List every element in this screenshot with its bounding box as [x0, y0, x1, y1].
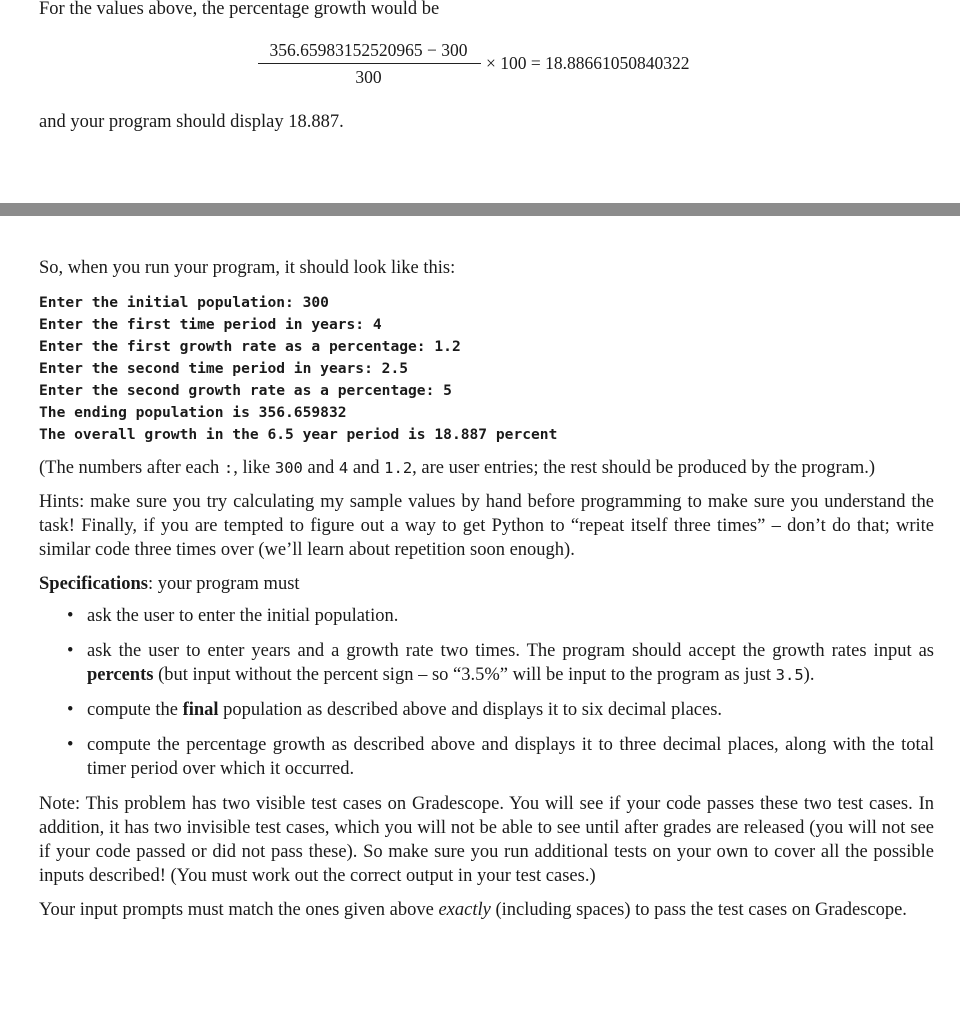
- sample-run-line: The ending population is 356.659832: [39, 404, 347, 421]
- sample-run-line: Enter the initial population: 300: [39, 294, 329, 311]
- prompts-paragraph: Your input prompts must match the ones given above exactly (including spaces) to pass the test cases on Gradescope.: [39, 900, 907, 920]
- sample-run-block: [39, 292, 934, 446]
- sample-run-line: Enter the first growth rate as a percentage: 1.2: [39, 338, 461, 355]
- section-divider: [0, 203, 960, 216]
- fraction-result: × 100 = 18.88661050840322: [486, 53, 690, 73]
- sample-run-line: Enter the second growth rate as a percentage: 5: [39, 382, 452, 399]
- fraction-bar: [258, 63, 481, 64]
- sample-run-line: Enter the first time period in years: 4: [39, 316, 382, 333]
- display-sentence: and your program should display 18.887.: [39, 112, 344, 132]
- inline-code: 4: [338, 459, 349, 477]
- bullet-icon: •: [67, 606, 74, 626]
- inline-code: 1.2: [384, 459, 413, 477]
- user-entries-note: (The numbers after each :, like 300 and 4 and 1.2, are user entries; the rest should be produced by the program.): [39, 458, 876, 478]
- spec-item: • ask the user to enter the initial population.: [67, 606, 399, 626]
- specifications-label: Specifications: [39, 574, 148, 594]
- specifications-list: [39, 604, 934, 781]
- emphasis-exactly: exactly: [438, 900, 491, 920]
- sample-run-line: Enter the second time period in years: 2.5: [39, 360, 409, 377]
- fraction-denominator: 300: [355, 67, 382, 87]
- intro-sentence: For the values above, the percentage growth would be: [39, 0, 440, 19]
- note-paragraph: Note: This problem has two visible test cases on Gradescope. You will see if your code passes these two test cases. In addition, it has two invisible test cases, which you will not be able to see until after grades are released (you will not see if your code passed or did not pass these). So make sure you run additional tests on your own to cover all the possible inputs described! (You must work out the correct output in your test cases.): [39, 794, 934, 886]
- bullet-icon: •: [67, 641, 74, 661]
- assignment-body: [39, 256, 934, 922]
- spec-item: • compute the percentage growth as described above and displays it to three decimal places, along with the total timer period over which it occurred.: [67, 735, 934, 779]
- inline-code: :: [223, 459, 234, 477]
- inline-code: 300: [274, 459, 303, 477]
- spec-item: • ask the user to enter years and a growth rate two times. The program should accept the growth rates input as percents (but input without the percent sign – so “3.5%” will be input to the program as just 3.5).: [67, 641, 934, 685]
- specifications-heading: Specifications: your program must: [39, 574, 300, 594]
- sample-run-line: The overall growth in the 6.5 year period is 18.887 percent: [39, 426, 558, 443]
- inline-code: 3.5: [775, 666, 804, 684]
- spec-item: • compute the final population as described above and displays it to six decimal places.: [67, 700, 723, 720]
- hints-paragraph: Hints: make sure you try calculating my sample values by hand before programming to make sure you understand the task! Finally, if you are tempted to figure out a way to get Python to “repeat itself three times” – don’t do that; write similar code three times over (we’ll learn about repetition soon enough).: [39, 492, 934, 560]
- bullet-icon: •: [67, 700, 74, 720]
- bullet-icon: •: [67, 735, 74, 755]
- fraction-numerator: 356.65983152520965 − 300: [269, 40, 468, 60]
- run-intro: So, when you run your program, it should look like this:: [39, 258, 456, 278]
